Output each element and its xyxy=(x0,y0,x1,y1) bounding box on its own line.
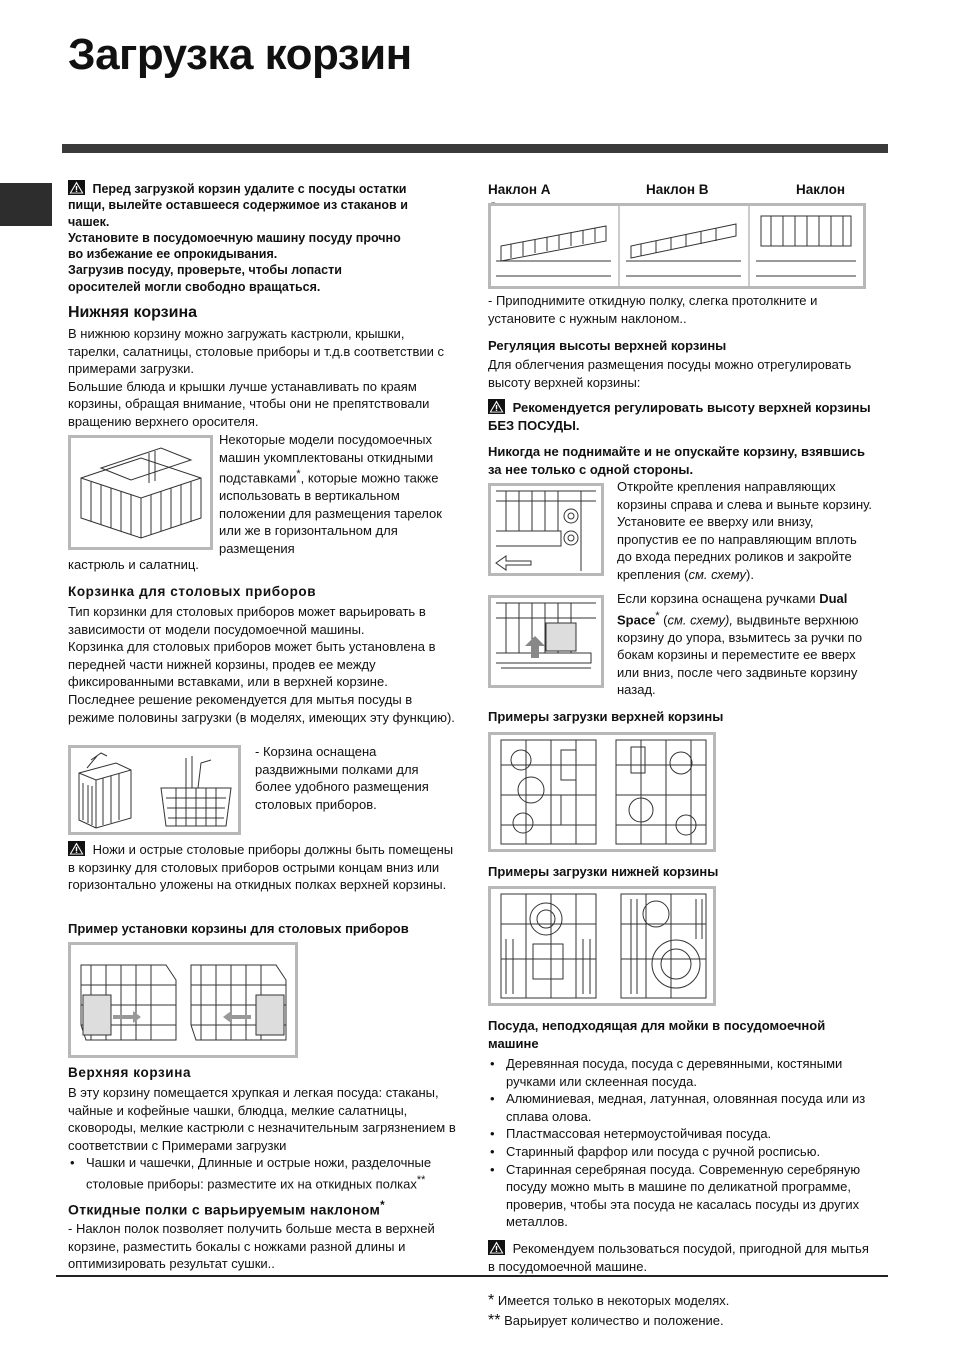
cutlery-example-figure xyxy=(68,942,298,1058)
paragraph: Тип корзинки для столовых приборов может варьировать в зависимости от модели посудомоечной машины. xyxy=(68,604,426,637)
lower-basket-figure xyxy=(68,435,213,550)
height-side-text xyxy=(617,478,872,584)
warning-text: во избежание ее опрокидывания. xyxy=(68,247,278,262)
footnote-marker: * xyxy=(655,609,660,622)
height-text: Для облегчения размещения посуды можно отрегулировать высоту верхней корзины: xyxy=(488,357,852,390)
text: см. схему), xyxy=(667,611,733,627)
footnote-2 xyxy=(488,1312,724,1330)
footnote-1 xyxy=(488,1292,729,1310)
upper-examples-figure xyxy=(488,732,716,852)
upper-basket-heading: Верхняя корзина xyxy=(68,1065,192,1080)
page-title: Загрузка корзин xyxy=(68,30,412,79)
footnote-text: Варьирует количество и положение. xyxy=(504,1313,724,1328)
text: выдвиньте верхнюю корзину до упора, взьмитесь за ручки по бокам корзины и переместите ее вверх или вниз, после чего задвиньте корзину назад. xyxy=(617,611,863,698)
cutlery-basket-figure xyxy=(68,745,241,835)
footnote-marker: ** xyxy=(416,1173,426,1186)
warning-text: Рекомендуется регулировать высоту верхней корзины БЕЗ ПОСУДЫ. xyxy=(488,400,871,433)
knives-warning xyxy=(68,841,458,894)
upper-basket-text: В эту корзину помещается хрупкая и легкая посуда: стаканы, чайные и кофейные чашки, блюдца, мелкие салатницы, сковороды, мелкие кастрюли с незначительным загрязнением в соответствии с Примерами загрузки xyxy=(68,1085,456,1153)
cutlery-side-text: - Корзина оснащена раздвижными полками для более удобного размещения столовых приборов. xyxy=(255,744,429,812)
footnote-text: Имеется только в некоторых моделях. xyxy=(497,1293,730,1308)
paragraph: В нижнюю корзину можно загружать кастрюли, крышки, тарелки, салатницы, столовые приборы и т.д.в соответствии с примерами загрузки. xyxy=(68,326,445,377)
lower-basket-heading: Нижняя корзина xyxy=(68,304,197,321)
text: Если корзина оснащена ручками xyxy=(617,591,820,606)
text: ). xyxy=(746,566,754,582)
warning-block xyxy=(68,180,458,295)
list-item xyxy=(68,1154,448,1193)
height-heading: Регуляция высоты верхней корзины xyxy=(488,338,727,353)
warning-text: Ножи и острые столовые приборы должны быть помещены в корзинку для столовых приборов острыми концам вниз или горизонтально уложены на откидных полках верхней корзины. xyxy=(68,842,454,893)
title-divider xyxy=(62,144,888,153)
lower-basket-side-text xyxy=(219,431,459,557)
upper-basket-list xyxy=(68,1154,448,1193)
heading-text: Откидные полки с варьируемым наклоном xyxy=(68,1201,381,1218)
warning-text: Загрузив посуду, проверьте, чтобы лопасти xyxy=(68,263,342,278)
footnote-marker: * xyxy=(488,1292,495,1309)
tilt-b-label: Наклон В xyxy=(646,182,709,197)
list-item: • Деревянная посуда, посуда с деревянными, костяными ручками или склеенная посуда. xyxy=(488,1055,875,1090)
list-item: • Старинная серебряная посуда. Современную серебряную посуду можно мыть в машине по деликатной программе, проверив, чтобы эта посуда не касалась посуды из других металлов. xyxy=(488,1161,875,1231)
warning-text: чашек. xyxy=(68,214,110,229)
warning-text: Перед загрузкой корзин удалите с посуды остатки xyxy=(92,182,407,196)
height-warning xyxy=(488,399,873,434)
upper-examples-heading: Примеры загрузки верхней корзины xyxy=(488,709,724,724)
warning-text: Установите в посудомоечную машину посуду прочно xyxy=(68,230,401,245)
shelves-heading xyxy=(68,1199,385,1218)
tilt-text: - Приподнимите откидную полку, слегка протолкните и установите с нужным наклоном.. xyxy=(488,293,818,326)
list-item: • Пластмассовая нетермоустойчивая посуда. xyxy=(488,1125,875,1143)
section-tab xyxy=(0,183,52,226)
footnote-marker: * xyxy=(296,468,301,481)
warning-icon xyxy=(68,180,85,195)
lower-basket-text xyxy=(68,325,458,431)
paragraph: кастрюль и салатниц. xyxy=(68,557,199,572)
cutlery-example-heading: Пример установки корзины для столовых приборов xyxy=(68,921,409,936)
warning-text: пищи, вылейте оставшееся содержимое из стаканов и xyxy=(68,198,408,213)
recommend-note xyxy=(488,1240,873,1275)
tilt-c-label: Наклон xyxy=(796,182,845,197)
height-never-text: Никогда не поднимайте и не опускайте корзину, взявшись за нее только с одной стороны. xyxy=(488,444,866,477)
paragraph: Корзинка для столовых приборов может быть установлена в передней части нижней корзины, продев ее между фиксированными вставками, или в верхней корзине. Последнее решение рекомендуется для мытья посуды в режиме половины загрузки (в моделях, имеющих эту функцию). xyxy=(68,639,455,725)
cutlery-heading: Корзинка для столовых приборов xyxy=(68,584,317,599)
dual-space-figure xyxy=(488,595,604,688)
tilt-figure xyxy=(488,203,866,289)
dual-space-text xyxy=(617,590,872,699)
text: ( xyxy=(659,611,668,627)
warning-icon xyxy=(488,1240,505,1255)
tilt-a-label: Наклон А xyxy=(488,182,551,197)
footnote-marker: * xyxy=(380,1199,385,1212)
text: см. схему xyxy=(688,566,746,582)
list-item: • Старинный фарфор или посуда с ручной росписью. xyxy=(488,1143,875,1161)
height-adjust-figure xyxy=(488,483,604,576)
paragraph: , которые можно также использовать в вертикальном положении для размещения тарелок или же в горизонтальном для размещения xyxy=(219,470,442,556)
list-item: • Алюминиевая, медная, латунная, оловянная посуда или из сплава олова. xyxy=(488,1090,875,1125)
lower-examples-figure xyxy=(488,886,716,1006)
unsuitable-list xyxy=(488,1055,875,1231)
unsuitable-heading: Посуда, неподходящая для мойки в посудомоечной машине xyxy=(488,1018,826,1051)
footer-divider xyxy=(56,1275,888,1277)
list-item-text: Чашки и чашечки, Длинные и острые ножи, разделочные столовые приборы: разместите их на откидных полках xyxy=(86,1155,432,1191)
warning-icon xyxy=(68,841,85,856)
warning-text: оросителей могли свободно вращаться. xyxy=(68,279,321,294)
warning-icon xyxy=(488,399,505,414)
footnote-marker: ** xyxy=(488,1312,501,1329)
paragraph: Большие блюда и крышки лучше устанавливать по краям корзины, обращая внимание, чтобы они не препятствовали вращению верхнего оросителя. xyxy=(68,378,430,429)
lower-examples-heading: Примеры загрузки нижней корзины xyxy=(488,864,719,879)
text: Dual Space xyxy=(617,591,848,627)
warning-text: Рекомендуем пользоваться посудой, пригодной для мытья в посудомоечной машине. xyxy=(488,1241,869,1274)
cutlery-text xyxy=(68,603,458,726)
paragraph: Некоторые модели посудомоечных машин укомплектованы откидными подставками xyxy=(219,432,434,486)
text: Откройте крепления направляющих корзины справа и слева и выньте корзину. Установите ее вверху или внизу, пропустив ее по направляющим вплоть до входа передних роликов и закройте крепления ( xyxy=(617,479,872,582)
shelves-text: - Наклон полок позволяет получить больше места в верхней корзине, разместить бокалы с ножками разной длины и оптимизировать результат сушки.. xyxy=(68,1221,435,1272)
